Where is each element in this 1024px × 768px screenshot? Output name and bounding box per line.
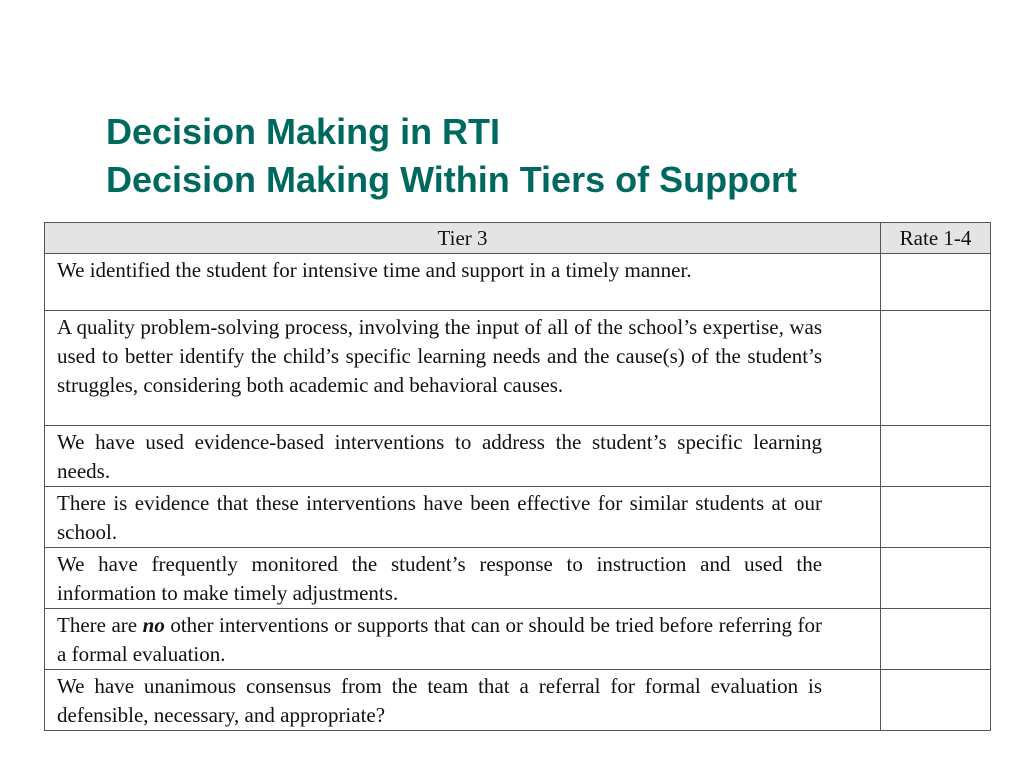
- statement-cell: [45, 609, 881, 670]
- statement-cell: A quality problem-solving process, involving the input of all of the school’s expertise, was used to better identify the child’s specific learning needs and the cause(s) of the student’s struggles, considering both academic and behavioral causes.: [45, 311, 881, 426]
- slide-title: [106, 108, 797, 204]
- statement-text-before: There are: [57, 613, 143, 637]
- table-row: [45, 254, 991, 311]
- table-row: [45, 670, 991, 731]
- statement-cell: We have unanimous consensus from the team that a referral for formal evaluation is defensible, necessary, and appropriate?: [45, 670, 881, 731]
- statement-emphasis: no: [142, 613, 165, 637]
- header-rate: Rate 1-4: [881, 223, 991, 254]
- rating-cell[interactable]: [881, 487, 991, 548]
- rating-cell[interactable]: [881, 548, 991, 609]
- table-header-row: [45, 223, 991, 254]
- title-line-1: Decision Making in RTI: [106, 111, 501, 152]
- title-line-2: Decision Making Within Tiers of Support: [106, 159, 798, 200]
- table-row: [45, 548, 991, 609]
- statement-cell: There is evidence that these interventions have been effective for similar students at our school.: [45, 487, 881, 548]
- statement-cell: We have used evidence-based interventions to address the student’s specific learning needs.: [45, 426, 881, 487]
- table-row: [45, 311, 991, 426]
- rating-cell[interactable]: [881, 426, 991, 487]
- statement-text-after: other interventions or supports that can or should be tried before referring for a formal evaluation.: [57, 613, 823, 666]
- rating-cell[interactable]: [881, 254, 991, 311]
- tier3-checklist-table: [44, 222, 991, 731]
- rating-cell[interactable]: [881, 670, 991, 731]
- rating-cell[interactable]: [881, 311, 991, 426]
- table-row: [45, 609, 991, 670]
- table-row: [45, 487, 991, 548]
- table-row: [45, 426, 991, 487]
- header-tier: Tier 3: [45, 223, 881, 254]
- rating-cell[interactable]: [881, 609, 991, 670]
- statement-cell: We have frequently monitored the student’s response to instruction and used the information to make timely adjustments.: [45, 548, 881, 609]
- statement-cell: We identified the student for intensive time and support in a timely manner.: [45, 254, 881, 311]
